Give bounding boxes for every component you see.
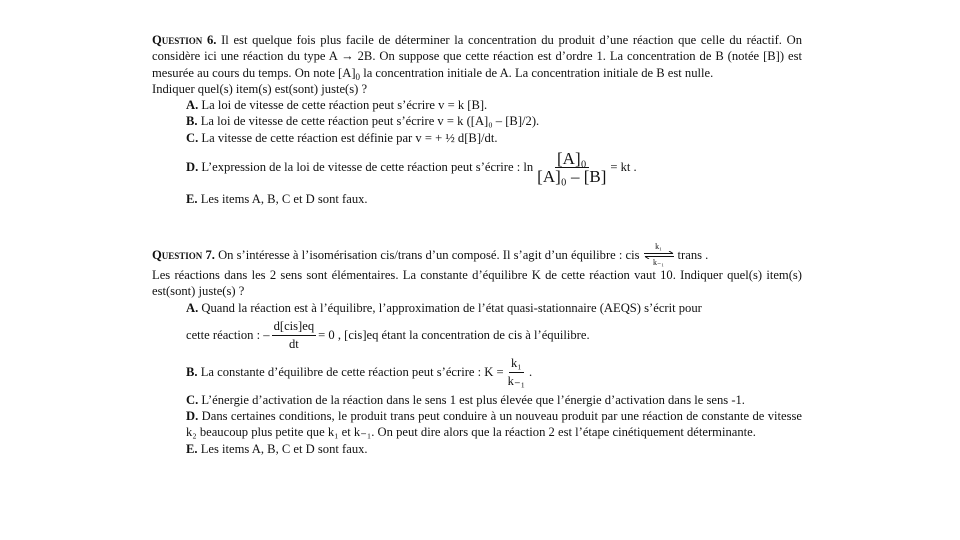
q6-item-a: A. La loi de vitesse de cette réaction peut s’écrire v = k [B]. bbox=[186, 98, 488, 113]
q7-item-a-formula: cette réaction : – $\frac{\text{d[cis]eq}}{dt}$ = 0 , [cis]eq étant la concentration de cis à l’équilibre. bbox=[186, 318, 590, 351]
q7-item-a: A. Quand la réaction est à l’équilibre, l’approximation de l’état quasi-stationnaire (AEQS) s’écrit pour bbox=[186, 300, 702, 315]
question-6-heading: Question 6. bbox=[152, 33, 217, 47]
q7-item-e: E. Les items A, B, C et D sont faux. bbox=[186, 441, 368, 456]
q6-fraction: $\frac{\text{[A]₀}}{\text{[A]₀ – [B]}}$ bbox=[537, 149, 607, 187]
q7-item-d: D. Dans certaines conditions, le produit trans peut conduire à un nouveau produit par une réaction de constante de vitesse k₂ beaucoup plus petite que k₁ et k₋₁. On peut dire alors que la réaction 2 est l’étape cinétiquement déterminante. bbox=[186, 409, 802, 440]
question-7-intro-rest: Les réactions dans les 2 sens sont élémentaires. La constante d’équilibre K de cette réaction vaut 10. Indiquer quel(s) item(s) est(sont) juste(s) ? bbox=[152, 268, 802, 299]
q7-item-b: B. La constante d’équilibre de cette réaction peut s’écrire : K = $\frac{\text{k₁}}{\text{k₋₁}}$ . bbox=[186, 355, 533, 388]
question-7-intro-line: Question 7. On s’intéresse à l’isomérisation cis/trans d’un composé. Il s’agit d’un équilibre : cis k₁ k₋₁ trans . bbox=[152, 242, 709, 267]
q6-item-b: B. La loi de vitesse de cette réaction peut s’écrire v = k ([A]₀ – [B]/2). bbox=[186, 114, 540, 129]
question-6-prompt: Indiquer quel(s) item(s) est(sont) juste(s) ? bbox=[152, 81, 368, 96]
question-7-heading: Question 7. bbox=[152, 247, 215, 262]
q7-a-fraction: $\frac{\text{d[cis]eq}}{dt}$ bbox=[273, 318, 315, 351]
question-6 bbox=[152, 32, 802, 207]
question-6-intro: Question 6. Il est quelque fois plus facile de déterminer la concentration du produit d’une réaction que celle du réactif. On considère ici une réaction du type A → 2B. On suppose que cette réaction est d’ordre 1. La concentration de B (notée [B]) est mesurée au cours du temps. On note $[A]_0$ la concentration initiale de A. La concentration initiale de B est nulle. bbox=[152, 33, 802, 82]
q7-item-c: C. L’énergie d’activation de la réaction dans le sens 1 est plus élevée que l’énergie d’activation dans le sens -1. bbox=[186, 392, 745, 407]
q7-b-fraction: $\frac{\text{k₁}}{\text{k₋₁}}$ bbox=[507, 355, 525, 388]
equilibrium-arrow-icon: k₁ k₋₁ bbox=[643, 243, 675, 267]
question-7 bbox=[152, 243, 802, 457]
q6-item-c: C. La vitesse de cette réaction est définie par v = + ½ d[B]/dt. bbox=[186, 130, 498, 145]
q6-item-e: E. Les items A, B, C et D sont faux. bbox=[186, 192, 368, 207]
q6-item-d: D. L’expression de la loi de vitesse de cette réaction peut s’écrire : ln $\frac{\text{[A]₀}}{\text{[A]₀ – [B]}}$ = kt . bbox=[186, 149, 637, 187]
ln-symbol: ln bbox=[523, 160, 534, 175]
